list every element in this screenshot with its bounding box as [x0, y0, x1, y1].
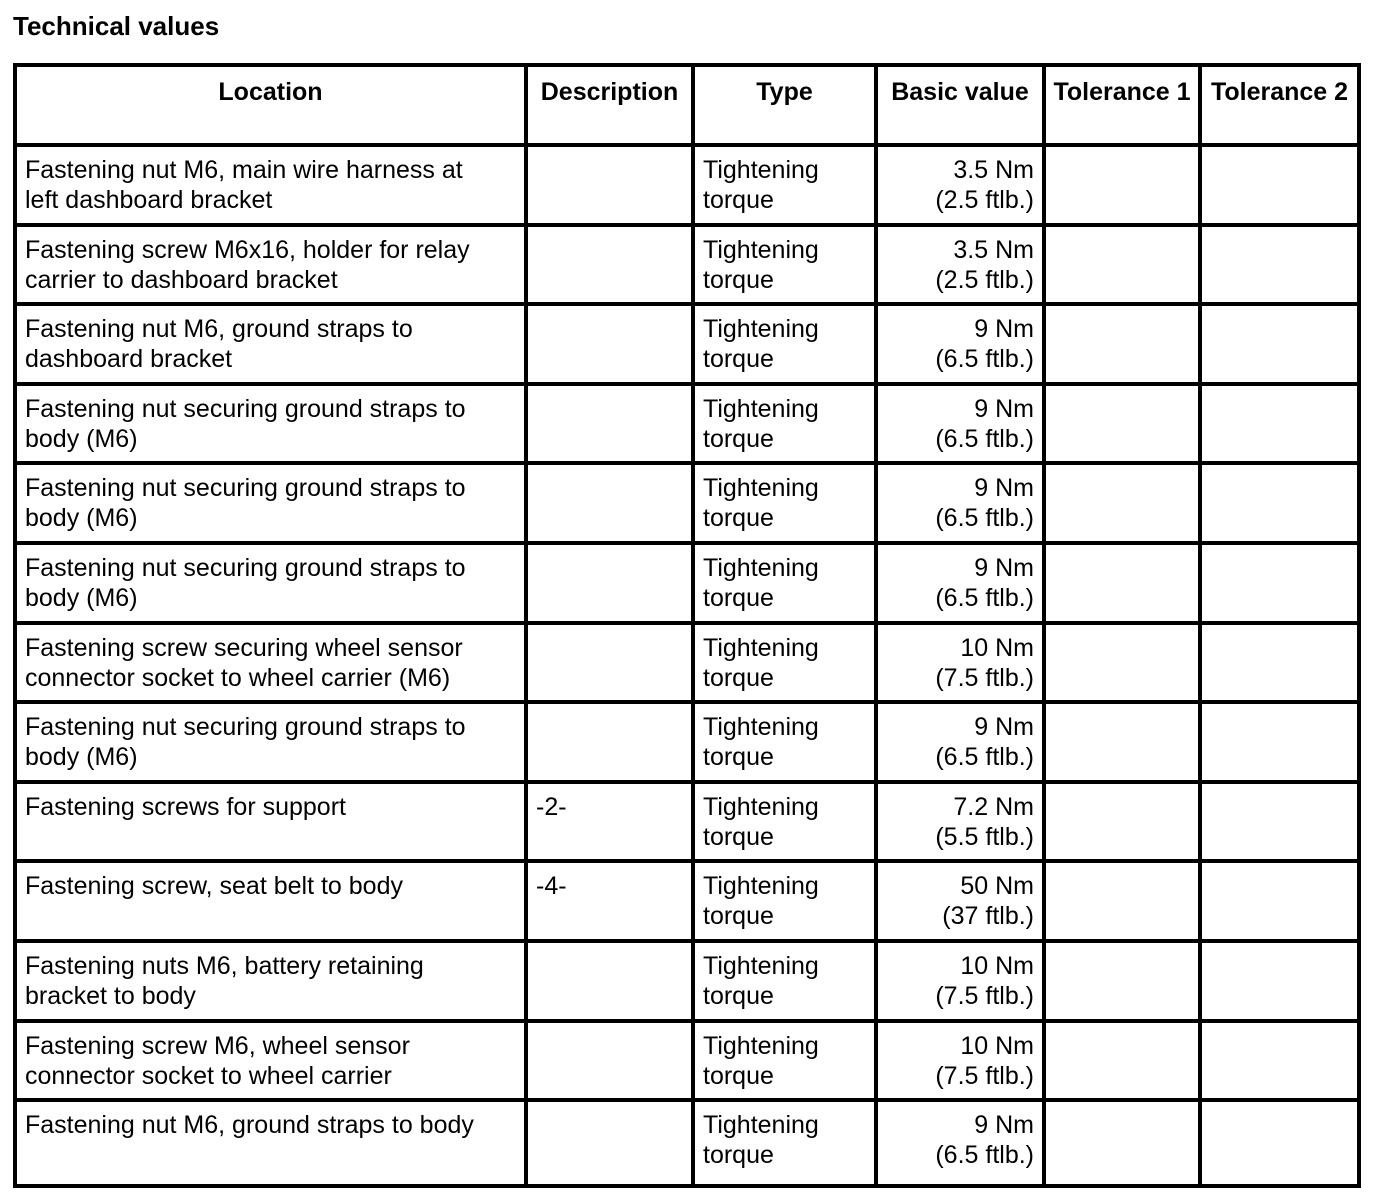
location-cell [15, 543, 526, 623]
type-cell [693, 941, 876, 1021]
basic-value-cell [876, 941, 1044, 1021]
type-cell [693, 861, 876, 941]
type-cell [693, 702, 876, 782]
type-text: torque [703, 663, 774, 692]
type-text: torque [703, 186, 774, 214]
location-cell [15, 1021, 526, 1101]
type-text: Tightening [703, 951, 819, 980]
table-row [15, 702, 1359, 782]
description-cell [526, 702, 693, 782]
basic-value-cell [876, 543, 1044, 623]
table-row [15, 145, 1359, 225]
type-cell [693, 782, 876, 862]
type-cell [693, 463, 876, 543]
basic-value-text: (7.5 ftlb.) [935, 663, 1034, 692]
location-cell [15, 225, 526, 305]
type-text: Tightening [703, 474, 819, 503]
location-text: dashboard bracket [25, 345, 233, 374]
basic-value-text: (6.5 ftlb.) [935, 504, 1034, 533]
location-text: Fastening screw, seat belt to body [25, 872, 403, 901]
type-cell [693, 145, 876, 225]
column-header-tolerance-2: Tolerance 2 [1200, 65, 1359, 145]
type-text: Tightening [703, 792, 819, 821]
column-header-location: Location [15, 65, 526, 145]
basic-value-cell [876, 1100, 1044, 1186]
type-text: torque [703, 583, 774, 612]
tolerance-2-cell [1200, 941, 1359, 1021]
type-text: Tightening [703, 1031, 819, 1060]
type-text: torque [703, 1141, 774, 1170]
location-cell [15, 145, 526, 225]
type-text: Tightening [703, 872, 819, 901]
type-cell [693, 623, 876, 703]
basic-value-cell [876, 463, 1044, 543]
location-text: left dashboard bracket [25, 186, 273, 214]
type-text: torque [703, 902, 774, 931]
description-cell [526, 623, 693, 703]
type-text: torque [703, 424, 774, 453]
table-row [15, 782, 1359, 862]
location-text: Fastening screw securing wheel sensor [25, 633, 463, 662]
type-cell [693, 384, 876, 464]
type-text: torque [703, 743, 774, 772]
basic-value-text: 10 Nm [960, 633, 1034, 662]
basic-value-text: (6.5 ftlb.) [935, 345, 1034, 374]
tolerance-2-cell [1200, 543, 1359, 623]
basic-value-text: 9 Nm [974, 394, 1034, 423]
basic-value-text: (6.5 ftlb.) [935, 424, 1034, 453]
description-cell [526, 304, 693, 384]
basic-value-cell [876, 861, 1044, 941]
table-row [15, 1021, 1359, 1101]
basic-value-text: 3.5 Nm [953, 235, 1034, 264]
location-text: Fastening nut securing ground straps to [25, 553, 466, 582]
location-text: Fastening screw M6x16, holder for relay [25, 235, 470, 264]
basic-value-cell [876, 623, 1044, 703]
description-cell: -2- [526, 782, 693, 862]
basic-value-text: 50 Nm [960, 872, 1034, 901]
tolerance-1-cell [1044, 145, 1200, 225]
type-text: Tightening [703, 553, 819, 582]
type-text: Tightening [703, 394, 819, 423]
description-cell [526, 1100, 693, 1186]
type-cell [693, 1021, 876, 1101]
tolerance-1-cell [1044, 623, 1200, 703]
type-cell [693, 225, 876, 305]
tolerance-2-cell [1200, 384, 1359, 464]
table-row [15, 1100, 1359, 1186]
basic-value-text: 9 Nm [974, 553, 1034, 582]
description-cell [526, 543, 693, 623]
description-cell [526, 384, 693, 464]
table-row [15, 304, 1359, 384]
tolerance-2-cell [1200, 304, 1359, 384]
basic-value-text: (6.5 ftlb.) [935, 743, 1034, 772]
type-cell [693, 304, 876, 384]
basic-value-cell [876, 782, 1044, 862]
table-row [15, 543, 1359, 623]
basic-value-text: 7.2 Nm [953, 792, 1034, 821]
table-row [15, 384, 1359, 464]
basic-value-text: (2.5 ftlb.) [935, 186, 1034, 214]
basic-value-text: (7.5 ftlb.) [935, 1061, 1034, 1090]
tolerance-1-cell [1044, 543, 1200, 623]
location-text: Fastening nut securing ground straps to [25, 394, 466, 423]
tolerance-1-cell [1044, 384, 1200, 464]
description-cell [526, 225, 693, 305]
tolerance-1-cell [1044, 702, 1200, 782]
location-cell [15, 1100, 526, 1186]
location-text: body (M6) [25, 583, 138, 612]
basic-value-text: (7.5 ftlb.) [935, 981, 1034, 1010]
location-cell [15, 941, 526, 1021]
type-text: Tightening [703, 235, 819, 264]
column-header-basic-value: Basic value [876, 65, 1044, 145]
location-text: Fastening screw M6, wheel sensor [25, 1031, 410, 1060]
tolerance-2-cell [1200, 1021, 1359, 1101]
description-cell [526, 1021, 693, 1101]
tolerance-2-cell [1200, 225, 1359, 305]
basic-value-text: 10 Nm [960, 1031, 1034, 1060]
tolerance-1-cell [1044, 782, 1200, 862]
tolerance-1-cell [1044, 861, 1200, 941]
type-text: torque [703, 345, 774, 374]
location-cell [15, 463, 526, 543]
basic-value-text: (37 ftlb.) [942, 902, 1034, 931]
basic-value-text: 3.5 Nm [953, 156, 1034, 184]
basic-value-text: (6.5 ftlb.) [935, 1141, 1034, 1170]
basic-value-text: (2.5 ftlb.) [935, 265, 1034, 294]
location-text: connector socket to wheel carrier (M6) [25, 663, 451, 692]
location-cell [15, 623, 526, 703]
basic-value-text: 9 Nm [974, 713, 1034, 742]
type-cell [693, 543, 876, 623]
table-row [15, 225, 1359, 305]
location-cell [15, 861, 526, 941]
location-text: bracket to body [25, 981, 196, 1010]
technical-values-table [13, 63, 1361, 1188]
type-text: Tightening [703, 315, 819, 344]
column-header-description: Description [526, 65, 693, 145]
basic-value-cell [876, 225, 1044, 305]
type-text: Tightening [703, 156, 819, 184]
location-cell [15, 782, 526, 862]
tolerance-2-cell [1200, 623, 1359, 703]
type-cell [693, 1100, 876, 1186]
description-cell [526, 463, 693, 543]
location-text: Fastening screws for support [25, 792, 346, 821]
location-text: Fastening nut M6, ground straps to [25, 315, 413, 344]
location-text: Fastening nut securing ground straps to [25, 474, 466, 503]
type-text: torque [703, 822, 774, 851]
basic-value-cell [876, 145, 1044, 225]
location-cell [15, 304, 526, 384]
location-text: connector socket to wheel carrier [25, 1061, 392, 1090]
tolerance-2-cell [1200, 702, 1359, 782]
location-text: Fastening nut securing ground straps to [25, 713, 466, 742]
tolerance-2-cell [1200, 1100, 1359, 1186]
location-text: body (M6) [25, 504, 138, 533]
tolerance-1-cell [1044, 1021, 1200, 1101]
basic-value-text: 10 Nm [960, 951, 1034, 980]
location-cell [15, 384, 526, 464]
location-text: Fastening nuts M6, battery retaining [25, 951, 424, 980]
type-text: Tightening [703, 713, 819, 742]
header-row [15, 65, 1359, 145]
table-row [15, 941, 1359, 1021]
location-text: body (M6) [25, 424, 138, 453]
basic-value-cell [876, 702, 1044, 782]
description-cell [526, 941, 693, 1021]
basic-value-cell [876, 1021, 1044, 1101]
table-row [15, 623, 1359, 703]
table-row [15, 861, 1359, 941]
table-row [15, 463, 1359, 543]
tolerance-2-cell [1200, 861, 1359, 941]
location-cell [15, 702, 526, 782]
table-body [15, 145, 1359, 1186]
tolerance-1-cell [1044, 941, 1200, 1021]
tolerance-1-cell [1044, 1100, 1200, 1186]
type-text: torque [703, 1061, 774, 1090]
type-text: torque [703, 265, 774, 294]
tolerance-1-cell [1044, 304, 1200, 384]
tolerance-2-cell [1200, 463, 1359, 543]
tolerance-2-cell [1200, 782, 1359, 862]
page-title: Technical values [13, 11, 220, 41]
tolerance-2-cell [1200, 145, 1359, 225]
column-header-type: Type [693, 65, 876, 145]
basic-value-cell [876, 384, 1044, 464]
basic-value-text: (6.5 ftlb.) [935, 583, 1034, 612]
type-text: Tightening [703, 1111, 819, 1140]
location-text: carrier to dashboard bracket [25, 265, 338, 294]
basic-value-cell [876, 304, 1044, 384]
description-cell: -4- [526, 861, 693, 941]
type-text: torque [703, 504, 774, 533]
type-text: Tightening [703, 633, 819, 662]
tolerance-1-cell [1044, 463, 1200, 543]
type-text: torque [703, 981, 774, 1010]
location-text: Fastening nut M6, main wire harness at [25, 156, 463, 184]
location-text: Fastening nut M6, ground straps to body [25, 1111, 474, 1140]
location-text: body (M6) [25, 743, 138, 772]
basic-value-text: 9 Nm [974, 474, 1034, 503]
tolerance-1-cell [1044, 225, 1200, 305]
basic-value-text: (5.5 ftlb.) [935, 822, 1034, 851]
column-header-tolerance-1: Tolerance 1 [1044, 65, 1200, 145]
description-cell [526, 145, 693, 225]
basic-value-text: 9 Nm [974, 315, 1034, 344]
basic-value-text: 9 Nm [974, 1111, 1034, 1140]
